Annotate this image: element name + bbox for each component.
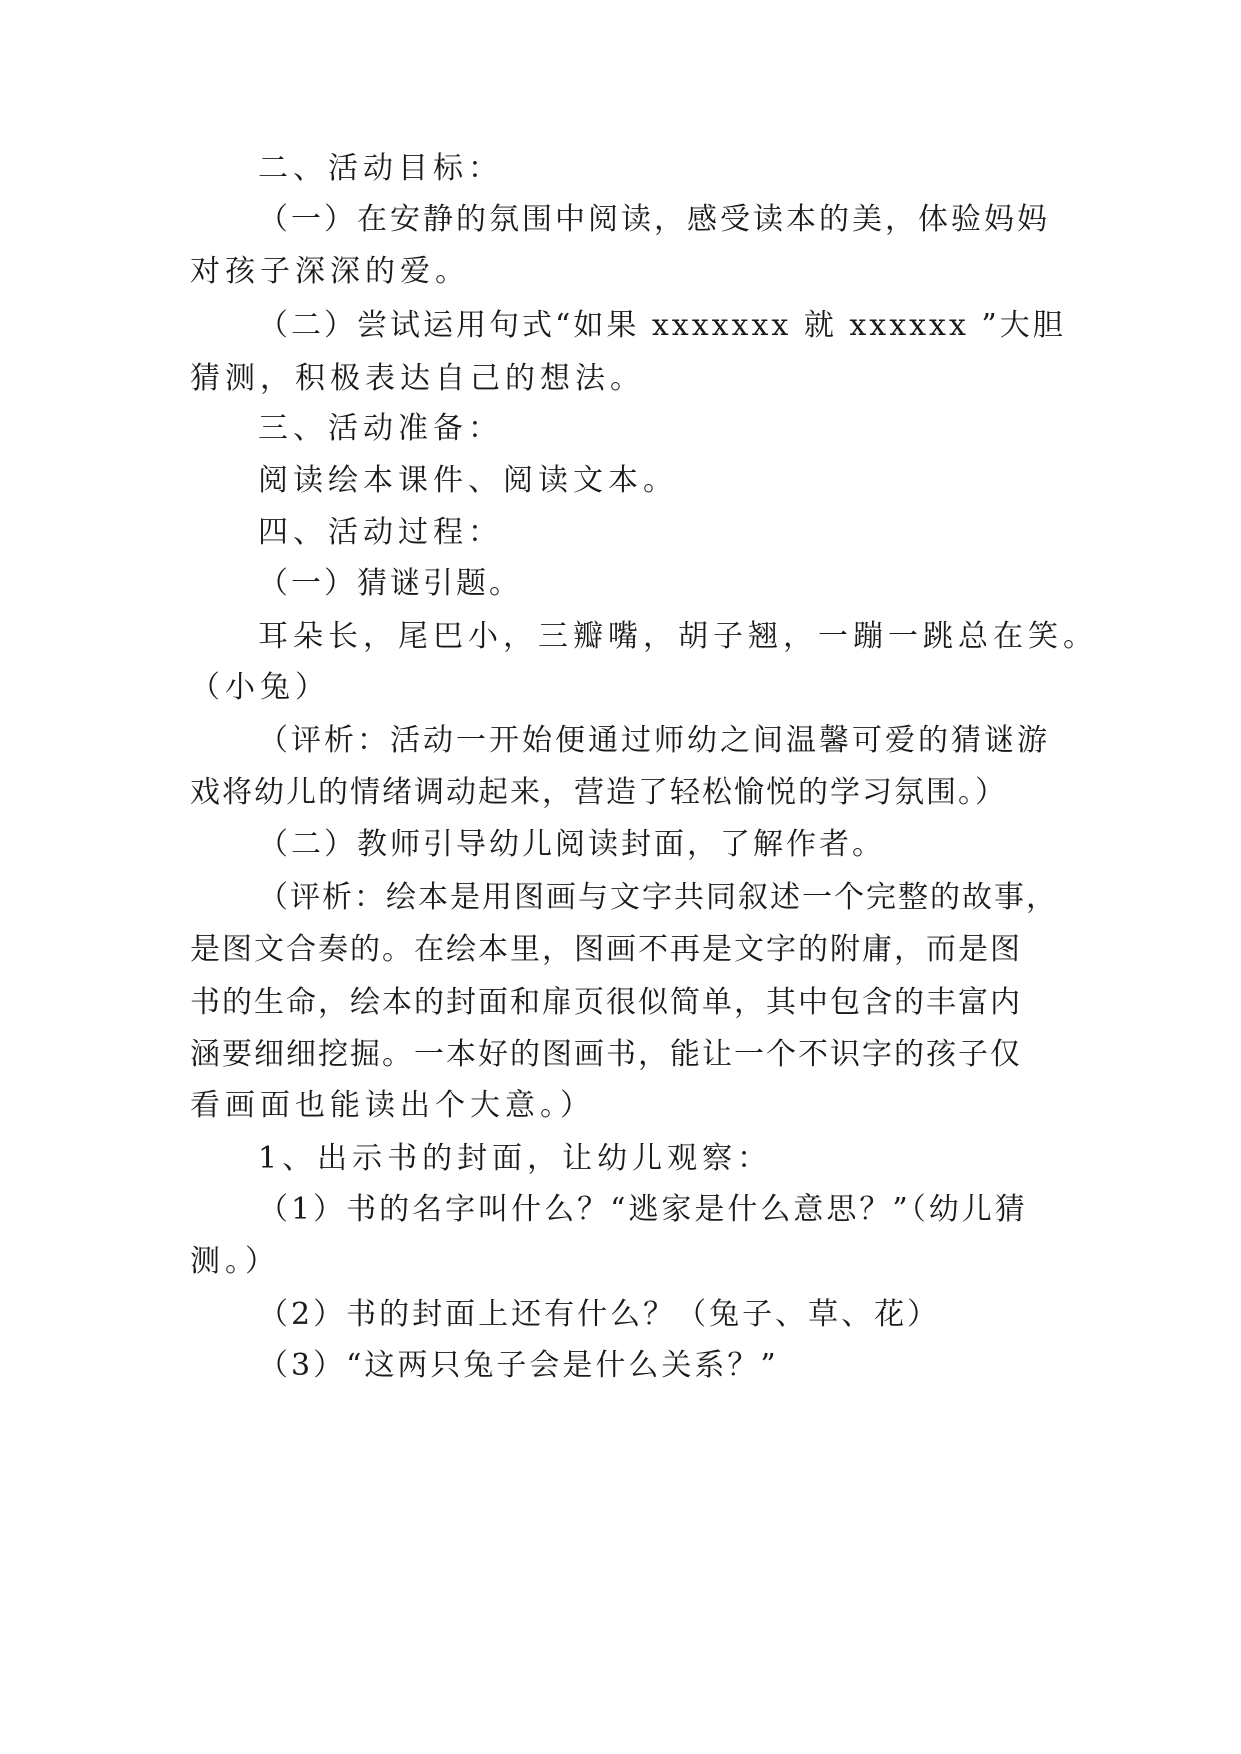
section-heading-goals: 二、活动目标： bbox=[258, 151, 503, 186]
paragraph-line: 对孩子深深的爱。 bbox=[190, 254, 470, 289]
paragraph-line: （1）书的名字叫什么？“逃家是什么意思？”（幼儿猜 bbox=[258, 1192, 1028, 1227]
paragraph-line: 阅读绘本课件、阅读文本。 bbox=[258, 463, 678, 498]
section-heading-preparation: 三、活动准备： bbox=[258, 411, 503, 446]
paragraph-line: （一）猜谜引题。 bbox=[258, 566, 522, 601]
paragraph-line: 猜测，积极表达自己的想法。 bbox=[190, 361, 645, 396]
paragraph-line: （二）教师引导幼儿阅读封面，了解作者。 bbox=[258, 827, 885, 862]
paragraph-line: 书的生命，绘本的封面和扉页很似简单，其中包含的丰富内 bbox=[190, 985, 1022, 1020]
paragraph-line: （3）“这两只兔子会是什么关系？” bbox=[258, 1348, 779, 1383]
paragraph-line: 涵要细细挖掘。一本好的图画书，能让一个不识字的孩子仅 bbox=[190, 1037, 1022, 1072]
paragraph-line: 戏将幼儿的情绪调动起来，营造了轻松愉悦的学习氛围。） bbox=[190, 775, 1007, 810]
paragraph-line: （2）书的封面上还有什么？（兔子、草、花） bbox=[258, 1297, 941, 1332]
paragraph-line: 耳朵长，尾巴小，三瓣嘴，胡子翘，一蹦一跳总在笑。 bbox=[258, 619, 1098, 654]
paragraph-line: （评析：绘本是用图画与文字共同叙述一个完整的故事， bbox=[258, 880, 1058, 915]
paragraph-line: （小兔） bbox=[190, 670, 330, 705]
paragraph-line: （评析：活动一开始便通过师幼之间温馨可爱的猜谜游 bbox=[258, 723, 1050, 758]
paragraph-line: （一）在安静的氛围中阅读，感受读本的美，体验妈妈 bbox=[258, 202, 1050, 237]
paragraph-line: 测。） bbox=[190, 1244, 280, 1279]
section-heading-process: 四、活动过程： bbox=[258, 515, 503, 550]
paragraph-line: 是图文合奏的。在绘本里，图画不再是文字的附庸，而是图 bbox=[190, 932, 1022, 967]
paragraph-line: （二）尝试运用句式“如果 xxxxxxx 就 xxxxxx ”大胆 bbox=[258, 308, 1066, 343]
paragraph-line: 1、出示书的封面，让幼儿观察： bbox=[258, 1141, 773, 1176]
paragraph-line: 看画面也能读出个大意。） bbox=[190, 1088, 595, 1123]
